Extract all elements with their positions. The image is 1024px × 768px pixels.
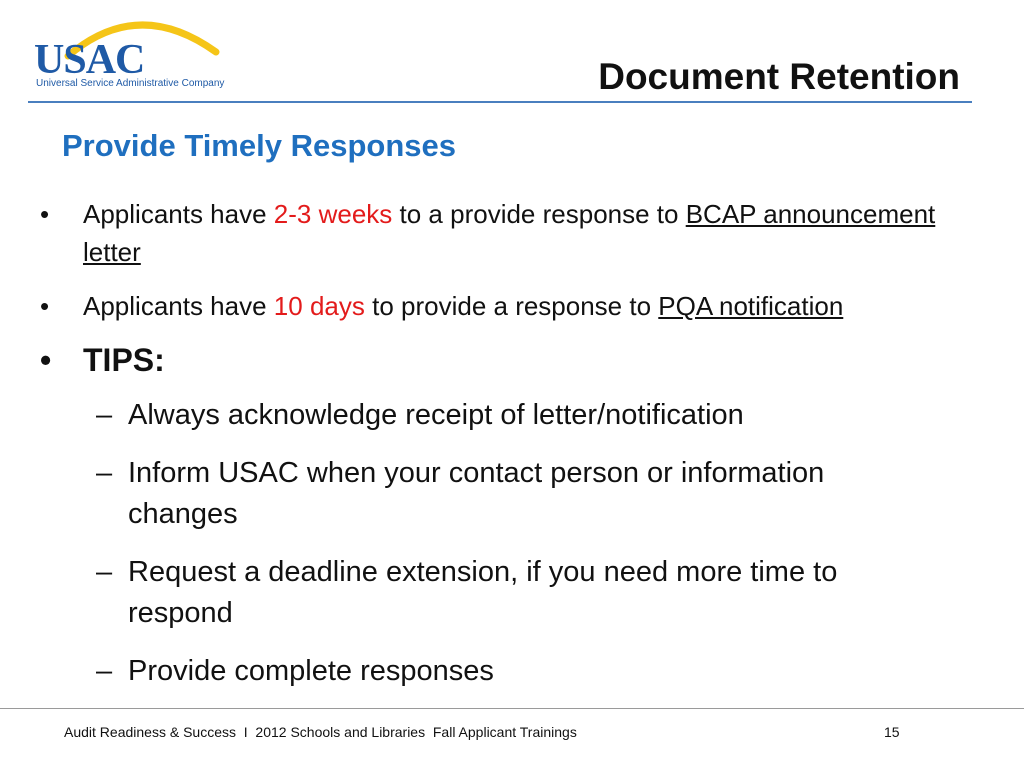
- tip-item: [40, 453, 940, 535]
- section-subtitle: Provide Timely Responses: [62, 128, 456, 163]
- tip-text: Provide complete responses: [128, 655, 494, 687]
- tip-item: [40, 651, 940, 692]
- deadline-highlight: 10 days: [273, 291, 365, 321]
- bullet-icon: •: [40, 199, 50, 229]
- bullet-text: Applicants have: [83, 199, 274, 229]
- bullet-pqa: [40, 287, 940, 325]
- footer-divider: [0, 708, 1024, 709]
- pqa-notification-link[interactable]: PQA notification: [658, 291, 844, 321]
- usac-logo: [28, 14, 228, 94]
- bullet-text: Applicants have: [83, 291, 274, 321]
- bullet-icon: •: [40, 291, 50, 321]
- dash-icon: –: [96, 399, 113, 431]
- bullet-text: to a provide response to: [392, 199, 686, 229]
- page-title: Document Retention: [598, 56, 960, 97]
- deadline-highlight: 2-3 weeks: [273, 199, 393, 229]
- logo-wordmark: USAC: [34, 37, 145, 83]
- bullet-bcap: [40, 195, 940, 271]
- logo-tagline: Universal Service Administrative Company: [36, 78, 225, 89]
- tip-text: Inform USAC when your contact person or information changes: [128, 457, 825, 530]
- tip-item: [40, 552, 940, 634]
- title-divider: [28, 101, 972, 103]
- dash-icon: –: [96, 655, 113, 687]
- tips-label: TIPS:: [83, 342, 165, 378]
- tip-text: Request a deadline extension, if you need more time to respond: [128, 556, 838, 629]
- tip-text: Always acknowledge receipt of letter/notification: [128, 399, 744, 431]
- bullet-icon: •: [40, 342, 52, 378]
- footer-text: Audit Readiness & Success I 2012 Schools and Libraries Fall Applicant Trainings: [64, 724, 577, 740]
- tip-item: [40, 395, 940, 436]
- page-number: 15: [884, 724, 900, 740]
- dash-icon: –: [96, 556, 113, 588]
- bcap-letter-link[interactable]: BCAP announcement letter: [83, 199, 936, 267]
- bullet-text: to provide a response to: [364, 291, 659, 321]
- bullet-list: [40, 195, 940, 709]
- tips-heading: [40, 341, 940, 379]
- dash-icon: –: [96, 457, 113, 489]
